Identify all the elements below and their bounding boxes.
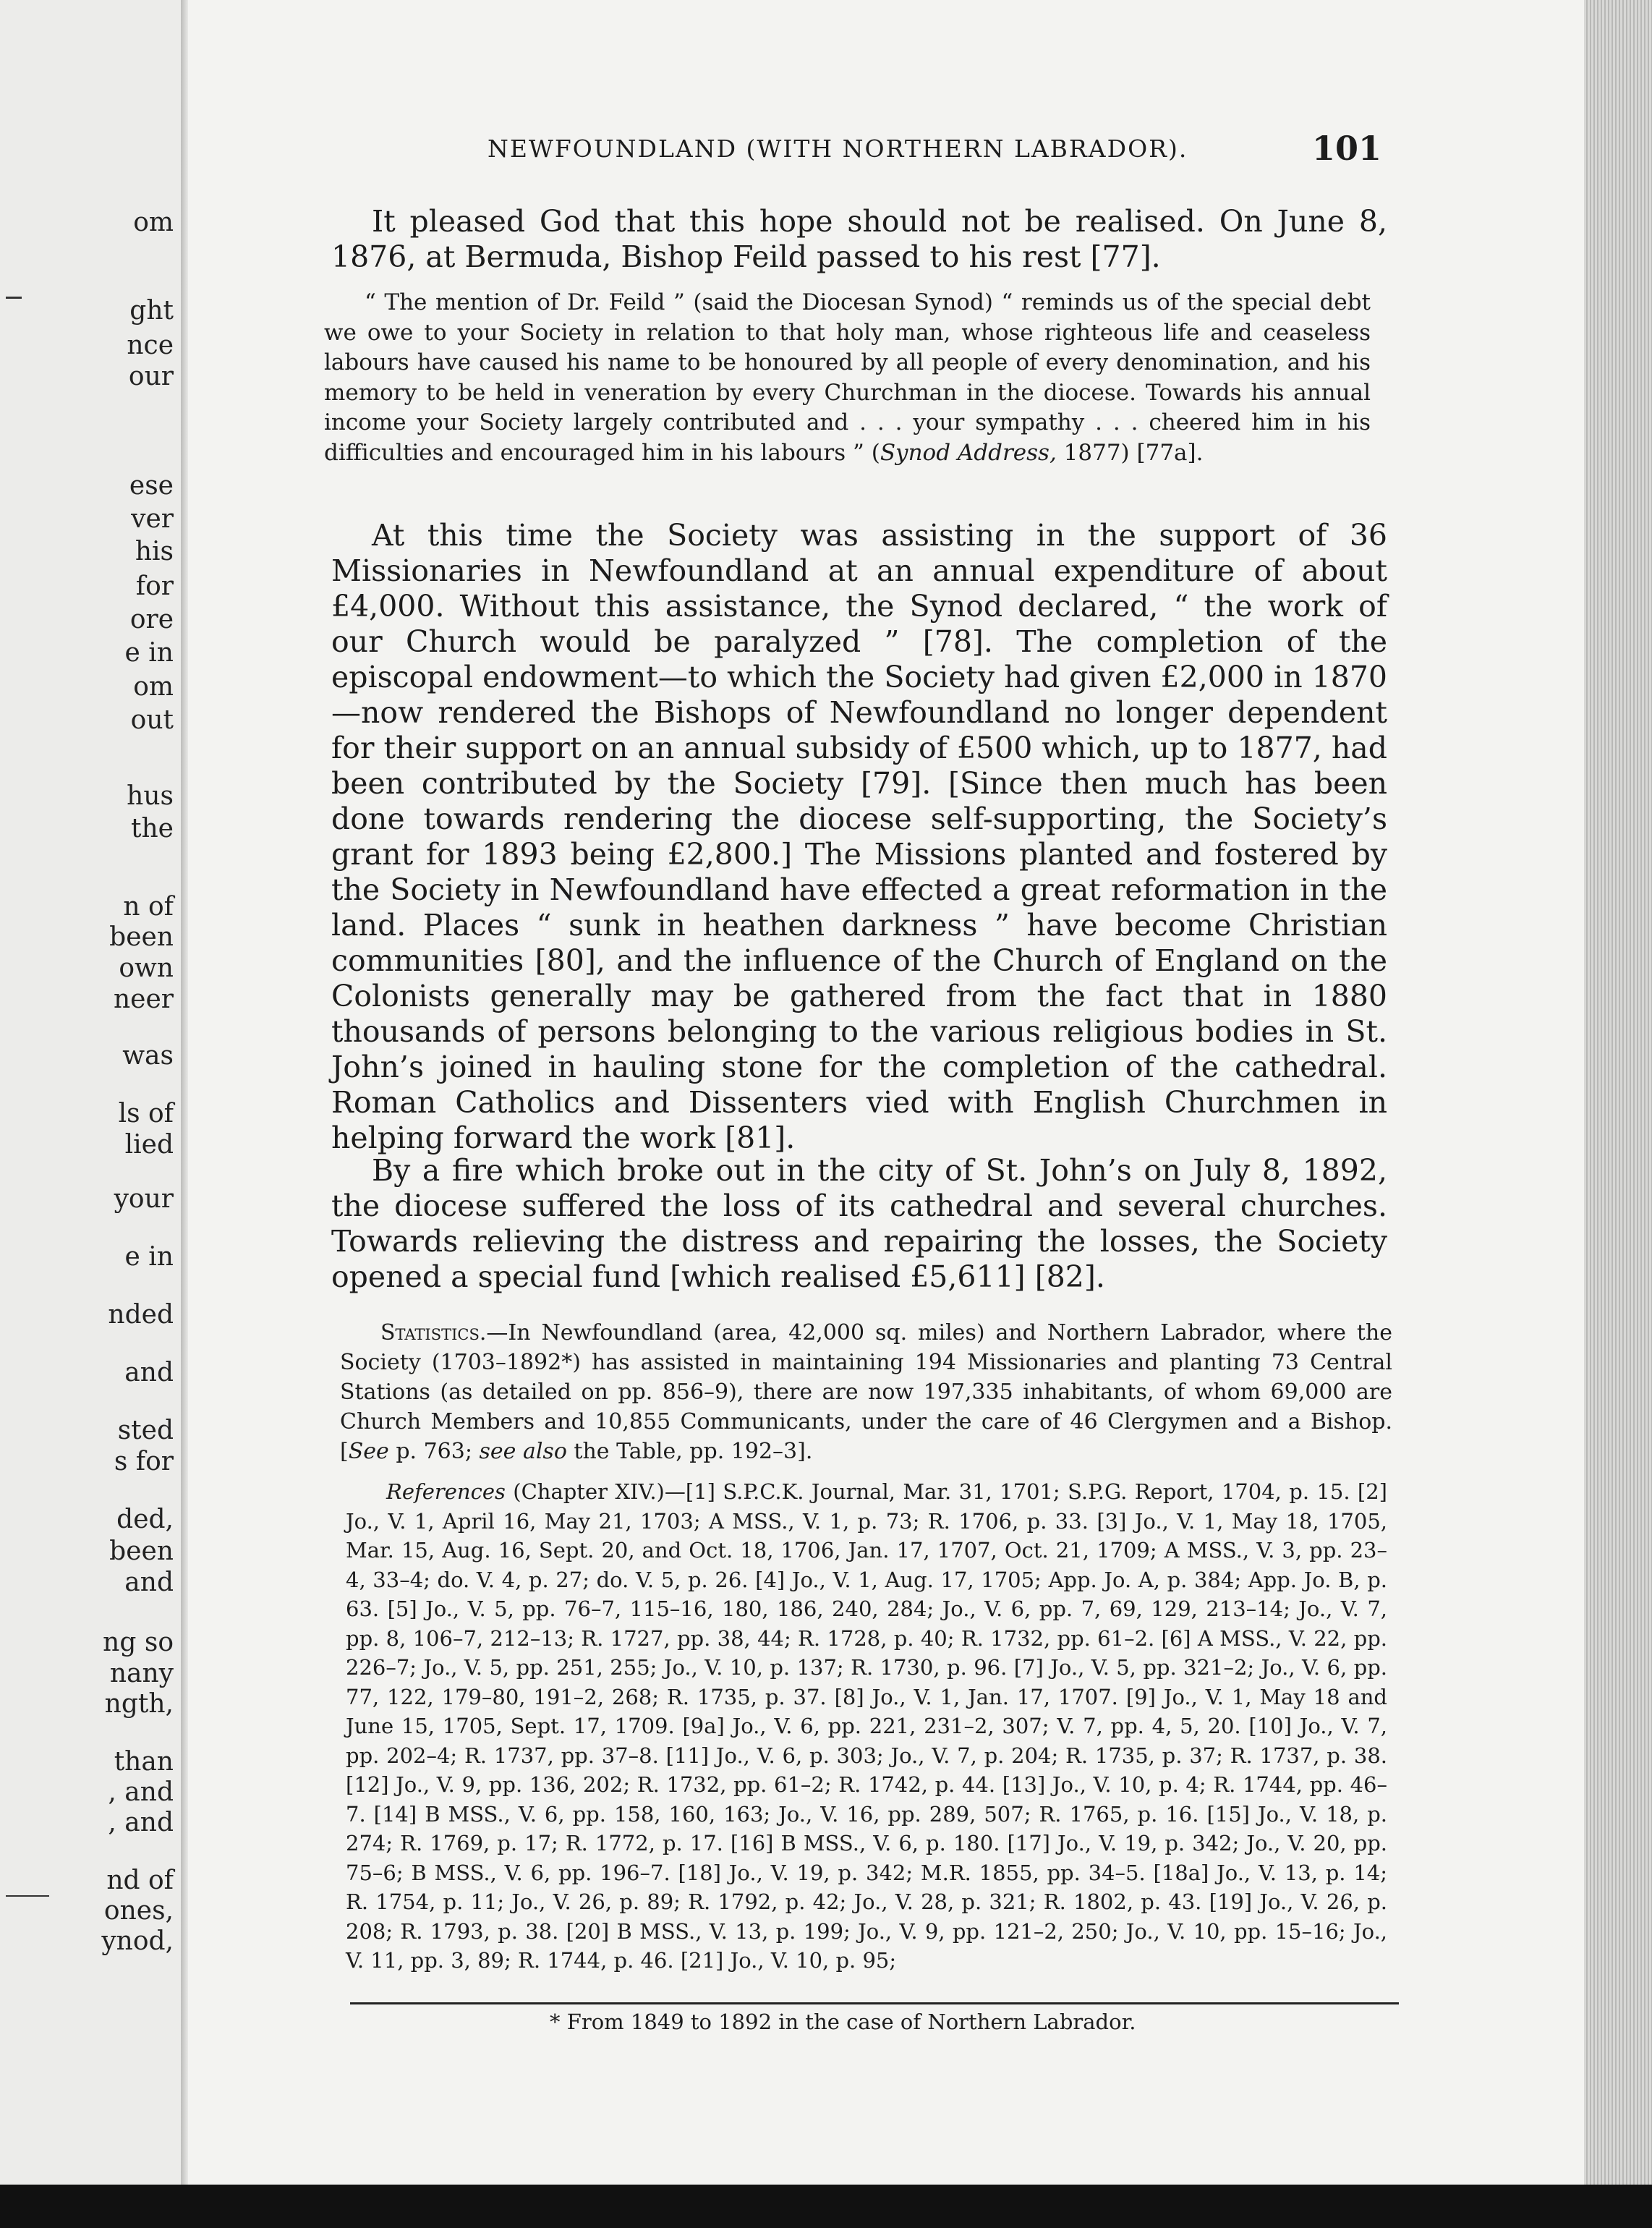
statistics-see: See	[348, 1439, 389, 1464]
left-page-line: ls of	[118, 1099, 174, 1128]
left-page-line: nded	[108, 1300, 174, 1330]
left-page-line: out	[130, 705, 174, 735]
left-page-line: om	[133, 672, 174, 702]
synod-quote-tail: 1877) [77a].	[1056, 439, 1204, 466]
left-page-line: own	[119, 953, 174, 983]
left-page-line: , and	[108, 1808, 174, 1837]
statistics-see-also: see also	[479, 1439, 567, 1464]
left-page-line: ore	[129, 605, 174, 634]
left-page-line: ones,	[103, 1896, 174, 1926]
left-page-line: the	[131, 814, 174, 843]
statistics-mid: p. 763;	[388, 1439, 480, 1464]
left-page-line: than	[114, 1747, 174, 1777]
left-page-line: e in	[124, 1242, 174, 1272]
paragraph-3: By a fire which broke out in the city of St. John’s on July 8, 1892, the diocese suffered the loss of its cathedral and several churches. Towards relieving the distress and repairing the losses, the Society opened a special fund [which realised £5,611] [82].	[331, 1153, 1387, 1294]
left-page-line: nd of	[106, 1866, 174, 1895]
left-page-line: om	[133, 208, 174, 237]
left-page-line: for	[135, 571, 174, 601]
scan-border	[0, 2185, 1652, 2228]
left-page-dash	[6, 297, 22, 299]
references-label: References	[386, 1479, 506, 1504]
left-page-line: e in	[124, 638, 174, 668]
statistics-label: Statistics.	[380, 1320, 487, 1345]
left-page-line: ver	[131, 504, 174, 534]
left-page-line: was	[122, 1041, 174, 1071]
page-number: 101	[1312, 129, 1382, 168]
left-page-line: and	[124, 1358, 174, 1387]
paragraph-2: At this time the Society was assisting in the support of 36 Missionaries in Newfoundland at an annual expenditure of about £4,000. Without this assistance, the Synod declared, “ the work of our Church would be paralyzed ” [78]. The completion of the episcopal endowment—to which the Society had given £2,000 in 1870—now rendered the Bishops of Newfoundland no longer dependent for their support on an annual subsidy of £500 which, up to 1877, had been contributed by the Society [79]. [Since then much has been done towards rendering the diocese self-supporting, the Society’s grant for 1893 being £2,800.] The Missions planted and fostered by the Society in Newfoundland have effected a great reformation in the land. Places “ sunk in heathen darkness ” have become Christian communities [80], and the influence of the Church of England on the Colonists generally may be gathered from the fact that in 1880 thousands of persons belonging to the various religious bodies in St. John’s joined in hauling stone for the completion of the cathedral. Roman Catholics and Dissenters vied with English Churchmen in helping forward the work [81].	[331, 518, 1387, 1155]
paragraph-1-text: It pleased God that this hope should not be realised. On June 8, 1876, at Bermuda, Bishop Feild passed to his rest [77].	[331, 204, 1387, 274]
statistics	[340, 1318, 1392, 1466]
left-page-line: hus	[127, 781, 174, 811]
left-page-line: been	[109, 922, 174, 952]
left-page-line: his	[135, 537, 174, 566]
footnote: * From 1849 to 1892 in the case of Northern Labrador.	[550, 2010, 1136, 2034]
paragraph-1	[331, 204, 1387, 275]
left-page-line: , and	[108, 1777, 174, 1807]
left-page-line: nany	[109, 1659, 174, 1688]
synod-quote-source: Synod Address,	[880, 439, 1057, 466]
left-page-line: s for	[114, 1447, 174, 1476]
left-page-line: nce	[127, 331, 174, 360]
left-page-line: our	[128, 362, 174, 391]
statistics-tail: the Table, pp. 192–3].	[566, 1439, 813, 1464]
left-page-line: ng so	[103, 1628, 174, 1657]
page-edge	[1584, 0, 1652, 2185]
left-page-line: neer	[113, 985, 174, 1014]
left-page-dash	[6, 1895, 49, 1897]
left-page-line: ght	[129, 296, 174, 326]
footnote-rule	[350, 2002, 1399, 2004]
synod-quote	[324, 288, 1371, 468]
running-head: NEWFOUNDLAND (WITH NORTHERN LABRADOR).	[487, 135, 1188, 163]
left-page-line: been	[109, 1536, 174, 1566]
references-text: (Chapter XIV.)—[1] S.P.C.K. Journal, Mar. 31, 1701; S.P.G. Report, 1704, p. 15. [2] Jo., V. 1, April 16, May 21, 1703; A MSS., V. 1, p. 73; R. 1706, p. 33. [3] Jo., V. 1, May 18, 1705, Mar. 15, Aug. 16, Sept. 20, and Oct. 18, 1706, Jan. 17, 1707, Oct. 21, 1709; A MSS., V. 3, pp. 23–4, 33–4; do. V. 4, p. 27; do. V. 5, p. 26. [4] Jo., V. 1, Aug. 17, 1705; App. Jo. A, p. 384; App. Jo. B, p. 63. [5] Jo., V. 5, pp. 76–7, 115–16, 180, 186, 240, 284; Jo., V. 6, pp. 7, 69, 129, 213–14; Jo., V. 7, pp. 8, 106–7, 212–13; R. 1727, pp. 38, 44; R. 1728, p. 40; R. 1732, pp. 61–2. [6] A MSS., V. 22, pp. 226–7; Jo., V. 5, pp. 251, 255; Jo., V. 10, p. 137; R. 1730, p. 96. [7] Jo., V. 5, pp. 321–2; Jo., V. 6, pp. 77, 122, 179–80, 191–2, 268; R. 1735, p. 37. [8] Jo., V. 1, Jan. 17, 1707. [9] Jo., V. 1, May 18 and June 15, 1705, Sept. 17, 1709. [9a] Jo., V. 6, pp. 221, 231–2, 307; V. 7, pp. 4, 5, 20. [10] Jo., V. 7, pp. 202–4; R. 1737, pp. 37–8. [11] Jo., V. 6, p. 303; Jo., V. 7, p. 204; R. 1735, p. 37; R. 1737, p. 38. [12] Jo., V. 9, pp. 136, 202; R. 1732, pp. 61–2; R. 1742, p. 44. [13] Jo., V. 10, p. 4; R. 1744, pp. 46–7. [14] B MSS., V. 6, pp. 158, 160, 163; Jo., V. 16, pp. 289, 507; R. 1765, p. 16. [15] Jo., V. 18, p. 274; R. 1769, p. 17; R. 1772, p. 17. [16] B MSS., V. 6, p. 180. [17] Jo., V. 19, p. 342; Jo., V. 20, pp. 75–6; B MSS., V. 6, pp. 196–7. [18] Jo., V. 19, p. 342; M.R. 1855, pp. 34–5. [18a] Jo., V. 13, p. 14; R. 1754, p. 11; Jo., V. 26, p. 89; R. 1792, p. 42; Jo., V. 28, p. 321; R. 1802, p. 43. [19] Jo., V. 26, p. 208; R. 1793, p. 38. [20] B MSS., V. 13, p. 199; Jo., V. 9, pp. 121–2, 250; Jo., V. 10, pp. 15–16; Jo., V. 11, pp. 3, 89; R. 1744, p. 46. [21] Jo., V. 10, p. 95;	[346, 1479, 1387, 1973]
book-gutter	[181, 0, 188, 2185]
left-page-line: sted	[117, 1416, 174, 1445]
left-page-line: and	[124, 1568, 174, 1597]
left-page-line: ded,	[116, 1505, 174, 1534]
left-page-line: ngth,	[104, 1689, 174, 1719]
left-page-line: ynod,	[101, 1926, 174, 1956]
left-page-line: n of	[123, 892, 174, 922]
synod-quote-text: “ The mention of Dr. Feild ” (said the Diocesan Synod) “ reminds us of the special debt we owe to your Society in relation to that holy man, whose righteous life and ceaseless labours have caused his name to be honoured by all people of every denomination, and his memory to be held in veneration by every Churchman in the diocese. Towards his annual income your Society largely contributed and . . . your sympathy . . . cheered him in his difficulties and encouraged him in his labours ” (	[324, 289, 1371, 466]
left-page-fragment	[0, 0, 181, 2185]
references	[346, 1477, 1387, 1976]
left-page-line: your	[114, 1184, 174, 1214]
left-page-line: ese	[129, 471, 174, 501]
left-page-line: lied	[124, 1130, 174, 1160]
statistics-text: —In Newfoundland (area, 42,000 sq. miles) and Northern Labrador, where the Society (1703–1892*) has assisted in maintaining 194 Missionaries and planting 73 Central Stations (as detailed on pp. 856–9), there are now 197,335 inhabitants, of whom 69,000 are Church Members and 10,855 Communicants, under the care of 46 Clergymen and a Bishop. [	[340, 1320, 1392, 1464]
